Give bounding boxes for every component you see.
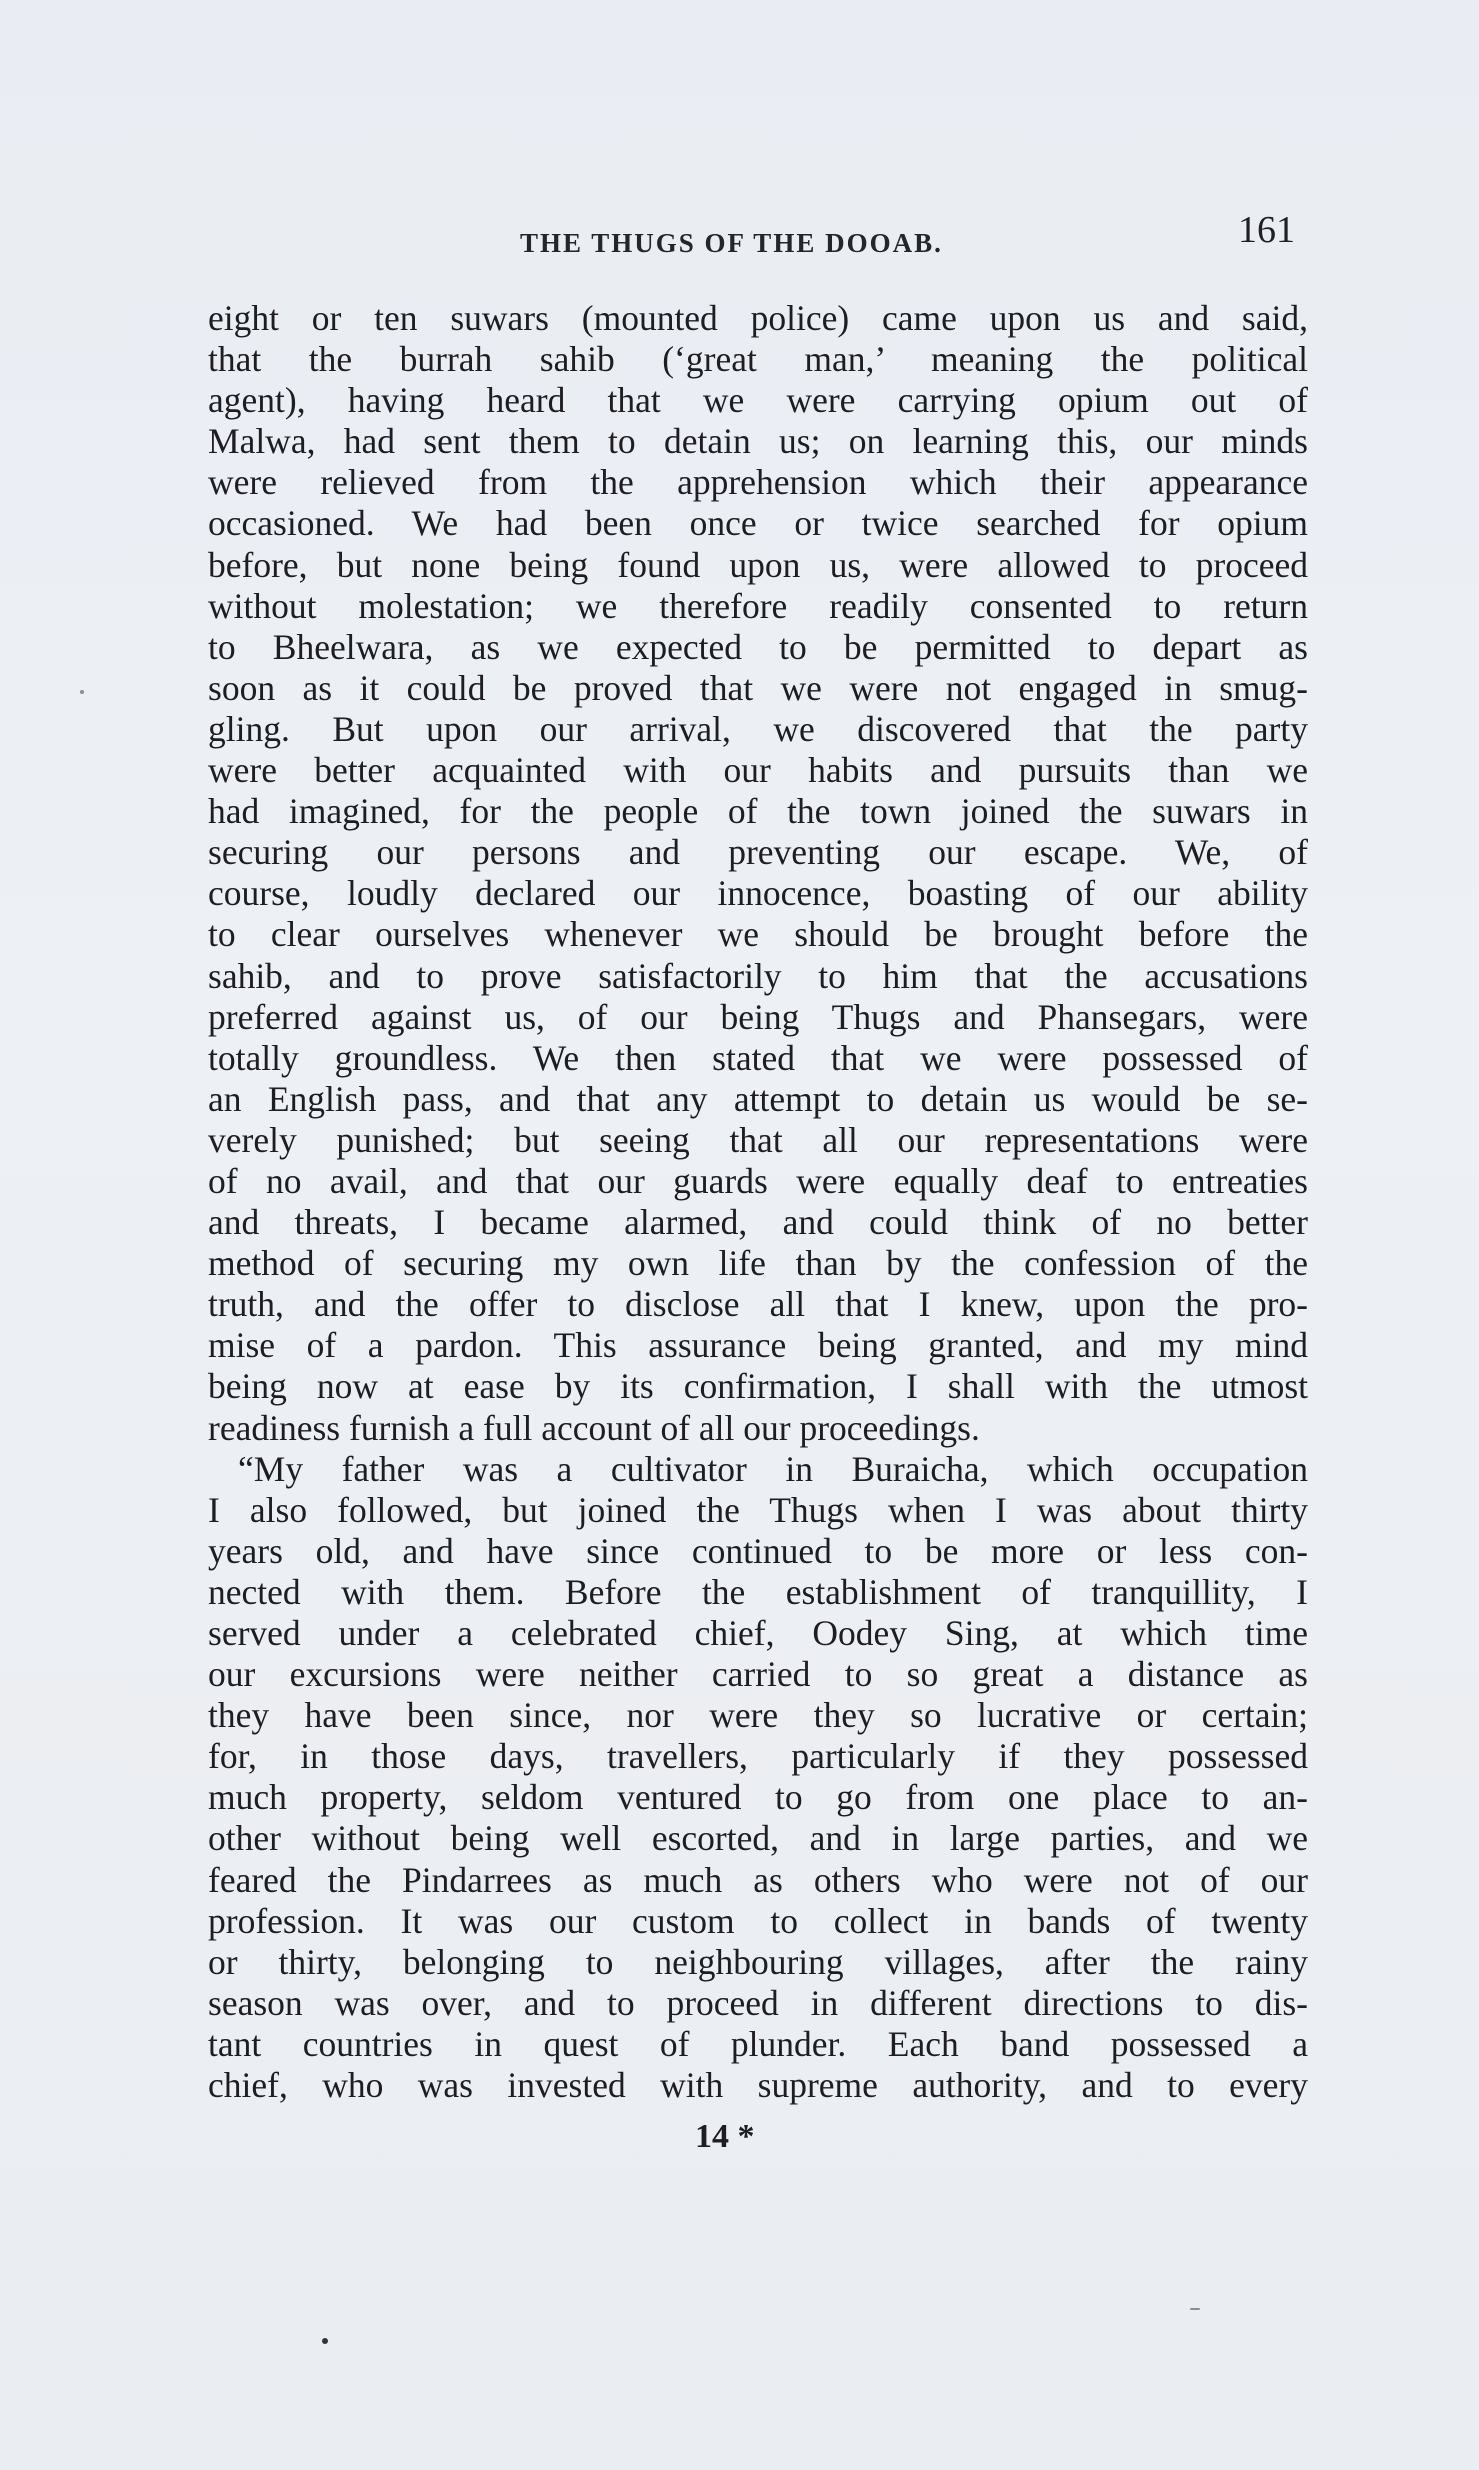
paper-speck: [322, 2338, 328, 2344]
text-line: without molestation; we therefore readily consented to return: [208, 585, 1308, 626]
text-line: were relieved from the apprehension which their appearance: [208, 462, 1308, 503]
text-line: sahib, and to prove satisfactorily to him that the accusations: [208, 955, 1308, 996]
text-line: to Bheelwara, as we expected to be permitted to depart as: [208, 626, 1308, 667]
text-line: occasioned. We had been once or twice searched for opium: [208, 503, 1308, 544]
text-line: other without being well escorted, and in large parties, and we: [208, 1818, 1308, 1859]
text-line: were better acquainted with our habits and pursuits than we: [208, 750, 1308, 791]
text-line: preferred against us, of our being Thugs and Phansegars, were: [208, 996, 1308, 1037]
running-title: THE THUGS OF THE DOOAB.: [520, 228, 943, 258]
text-line: verely punished; but seeing that all our representations were: [208, 1119, 1308, 1160]
text-line: course, loudly declared our innocence, boasting of our ability: [208, 873, 1308, 914]
text-line: being now at ease by its confirmation, I shall with the utmost: [208, 1366, 1308, 1407]
text-line: totally groundless. We then stated that we were possessed of: [208, 1037, 1308, 1078]
text-line: chief, who was invested with supreme authority, and to every: [208, 2065, 1308, 2106]
text-line: eight or ten suwars (mounted police) came upon us and said,: [208, 298, 1308, 338]
page-number: 161: [1238, 209, 1295, 251]
body-text: [208, 298, 1308, 2106]
text-line: profession. It was our custom to collect in bands of twenty: [208, 1900, 1308, 1941]
text-line: of no avail, and that our guards were equally deaf to entreaties: [208, 1160, 1308, 1201]
text-line: our excursions were neither carried to so great a distance as: [208, 1654, 1308, 1695]
text-line: Malwa, had sent them to detain us; on learning this, our minds: [208, 421, 1308, 462]
text-line: gling. But upon our arrival, we discovered that the party: [208, 708, 1308, 749]
text-line: agent), having heard that we were carrying opium out of: [208, 380, 1308, 421]
signature-mark: 14 *: [695, 2118, 755, 2155]
text-line: season was over, and to proceed in different directions to dis-: [208, 1982, 1308, 2023]
text-line: soon as it could be proved that we were not engaged in smug-: [208, 667, 1308, 708]
text-line: I also followed, but joined the Thugs when I was about thirty: [208, 1489, 1308, 1530]
text-line: that the burrah sahib (‘great man,’ meaning the political: [208, 339, 1308, 380]
paragraph-end-line: readiness furnish a full account of all our proceedings.: [208, 1407, 980, 1448]
text-line: before, but none being found upon us, were allowed to proceed: [208, 544, 1308, 585]
text-line: securing our persons and preventing our escape. We, of: [208, 832, 1308, 873]
paper-speck: [80, 690, 84, 694]
text-line: method of securing my own life than by the confession of the: [208, 1243, 1308, 1284]
text-line: nected with them. Before the establishment of tranquillity, I: [208, 1571, 1308, 1612]
text-line: feared the Pindarrees as much as others who were not of our: [208, 1859, 1308, 1900]
text-line: years old, and have since continued to be more or less con-: [208, 1530, 1308, 1571]
text-line: truth, and the offer to disclose all that I knew, upon the pro-: [208, 1284, 1308, 1325]
text-line: an English pass, and that any attempt to detain us would be se-: [208, 1078, 1308, 1119]
text-line: much property, seldom ventured to go from one place to an-: [208, 1777, 1308, 1818]
text-line: and threats, I became alarmed, and could think of no better: [208, 1202, 1308, 1243]
paper-speck: [1190, 2308, 1200, 2310]
text-line: or thirty, belonging to neighbouring villages, after the rainy: [208, 1941, 1308, 1982]
page-header: [208, 208, 1308, 268]
text-line: had imagined, for the people of the town joined the suwars in: [208, 791, 1308, 832]
text-line: they have been since, nor were they so lucrative or certain;: [208, 1695, 1308, 1736]
paragraph-start-line: “My father was a cultivator in Buraicha, which occupation: [238, 1448, 1308, 1489]
text-line: to clear ourselves whenever we should be brought before the: [208, 914, 1308, 955]
text-line: served under a celebrated chief, Oodey Sing, at which time: [208, 1613, 1308, 1653]
text-line: for, in those days, travellers, particularly if they possessed: [208, 1736, 1308, 1777]
text-line: mise of a pardon. This assurance being granted, and my mind: [208, 1325, 1308, 1366]
text-line: tant countries in quest of plunder. Each band possessed a: [208, 2023, 1308, 2064]
